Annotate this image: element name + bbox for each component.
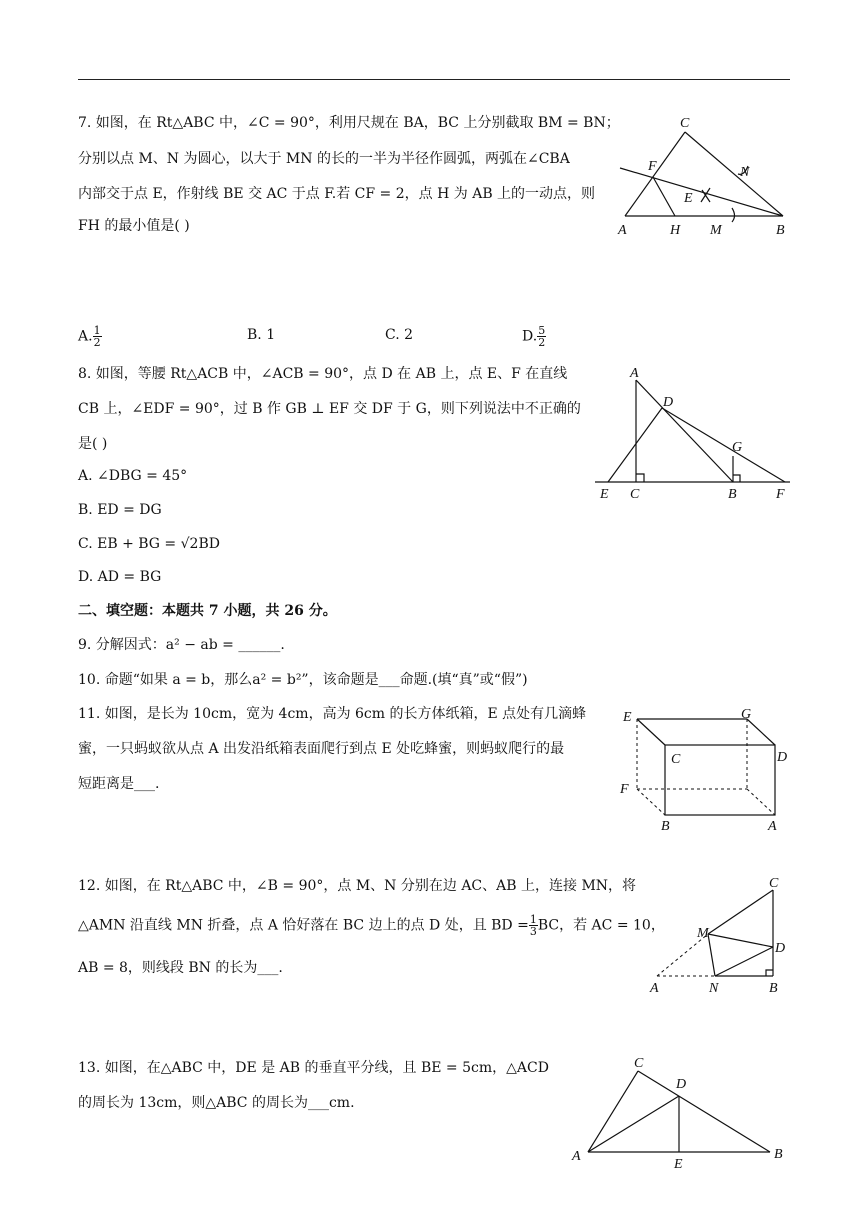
q8-option-a: A. ∠DBG = 45° xyxy=(78,468,188,484)
q11-figure xyxy=(615,705,795,835)
q12-line-3: AB = 8，则线段 BN 的长为___. xyxy=(78,960,283,976)
q13-label-C: C xyxy=(634,1056,644,1071)
q7-label-N: N xyxy=(740,165,750,180)
q8-option-b: B. ED = DG xyxy=(78,502,162,518)
q13-line-1: 13. 如图，在△ABC 中，DE 是 AB 的垂直平分线，且 BE = 5cm，△ACD xyxy=(78,1060,549,1076)
q8-line-1: 8. 如图，等腰 Rt△ACB 中，∠ACB = 90°，点 D 在 AB 上，点 E、F 在直线 xyxy=(78,366,568,382)
q10-text: 10. 命题“如果 a = b，那么a² = b²”，该命题是___命题.(填“真”或“假”) xyxy=(78,672,528,688)
q12-label-N: N xyxy=(709,981,719,996)
q11-line-2: 蜜，一只蚂蚁欲从点 A 出发沿纸箱表面爬行到点 E 处吃蜂蜜，则蚂蚁爬行的最 xyxy=(78,741,565,757)
q7-label-C: C xyxy=(680,116,690,131)
q11-label-C: C xyxy=(671,752,681,767)
q12-label-B: B xyxy=(769,981,778,996)
q12-line-1: 12. 如图，在 Rt△ABC 中，∠B = 90°，点 M、N 分别在边 AC、AB 上，连接 MN，将 xyxy=(78,878,637,894)
q8-label-B: B xyxy=(728,487,737,502)
q11-label-E: E xyxy=(623,710,632,725)
q11-label-G: G xyxy=(741,707,752,722)
q11-line-1: 11. 如图，是长为 10cm，宽为 4cm，高为 6cm 的长方体纸箱，E 点处有几滴蜂 xyxy=(78,706,587,722)
q11-label-F: F xyxy=(620,782,629,797)
q7-label-A: A xyxy=(618,223,627,238)
q7-label-H: H xyxy=(670,223,681,238)
q8-line-3: 是( ) xyxy=(78,436,108,452)
q8-option-c: C. EB + BG = √2BD xyxy=(78,536,220,552)
q7-line-1: 7. 如图，在 Rt△ABC 中，∠C = 90°，利用尺规在 BA，BC 上分别截取 BM = BN； xyxy=(78,115,620,131)
q11-label-A: A xyxy=(768,819,777,834)
q13-label-A: A xyxy=(572,1149,581,1164)
q12-line-2: △AMN 沿直线 MN 折叠，点 A 恰好落在 BC 边上的点 D 处，且 BD = $\frac{1}{3}$ BC，若 AC = 10， xyxy=(78,913,665,938)
q13-label-E: E xyxy=(674,1157,683,1172)
q7-label-M: M xyxy=(710,223,722,238)
q8-line-2: CB 上，∠EDF = 90°，过 B 作 GB ⊥ EF 交 DF 于 G，则下列说法中不正确的 xyxy=(78,401,581,417)
q12-label-A: A xyxy=(650,981,659,996)
q7-line-3: 内部交于点 E，作射线 BE 交 AC 于点 F.若 CF = 2，点 H 为 AB 上的一动点，则 xyxy=(78,186,596,202)
q8-label-A: A xyxy=(630,366,639,381)
q8-label-D: D xyxy=(663,395,674,410)
q11-label-D: D xyxy=(777,750,788,765)
q8-label-F: F xyxy=(776,487,785,502)
q7-label-E: E xyxy=(684,191,693,206)
q13-line-2: 的周长为 13cm，则△ABC 的周长为___cm. xyxy=(78,1095,355,1111)
q8-figure xyxy=(590,362,800,502)
q7-option-d: D. $\frac{5}{2}$ xyxy=(522,324,546,349)
q12-figure xyxy=(645,870,805,1000)
q7-label-B: B xyxy=(776,223,785,238)
q7-label-F: F xyxy=(648,159,657,174)
q7-option-b: B. 1 xyxy=(247,327,276,343)
q13-label-B: B xyxy=(774,1147,783,1162)
q13-label-D: D xyxy=(676,1077,687,1092)
q8-label-C: C xyxy=(630,487,640,502)
q11-label-B: B xyxy=(661,819,670,834)
q9-text: 9. 分解因式：a² − ab = ______. xyxy=(78,637,285,653)
q8-option-d: D. AD = BG xyxy=(78,569,162,585)
header-rule xyxy=(78,79,790,80)
q12-label-D: D xyxy=(775,941,786,956)
q7-line-2: 分别以点 M、N 为圆心，以大于 MN 的长的一半为半径作圆弧，两弧在∠CBA xyxy=(78,151,570,167)
q7-line-4: FH 的最小值是( ) xyxy=(78,218,190,234)
q12-label-C: C xyxy=(769,876,779,891)
q7-option-a: A. $\frac{1}{2}$ xyxy=(78,324,101,349)
q12-label-M: M xyxy=(697,926,709,941)
q13-figure xyxy=(570,1052,795,1177)
q8-label-G: G xyxy=(732,440,743,455)
q8-label-E: E xyxy=(600,487,609,502)
q11-line-3: 短距离是___. xyxy=(78,776,160,792)
q7-option-c: C. 2 xyxy=(385,327,414,343)
q7-figure xyxy=(610,110,800,240)
section-2-heading: 二、填空题：本题共 7 小题，共 26 分。 xyxy=(78,603,337,619)
